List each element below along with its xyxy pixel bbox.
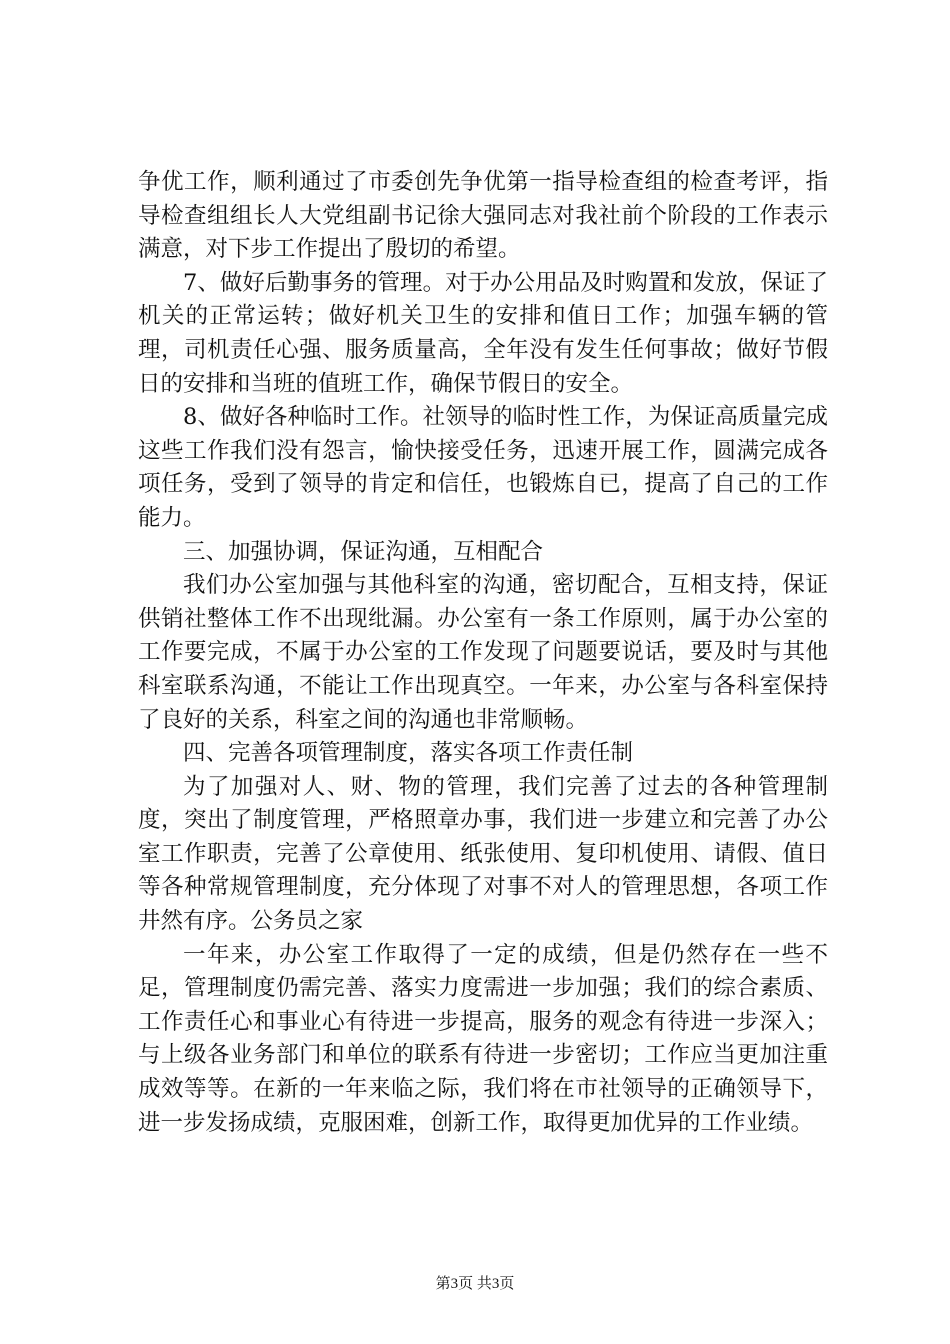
document-body [138,166,828,1140]
paragraph-continuation: 争优工作，顺利通过了市委创先争优第一指导检查组的检查考评，指导检查组组长人大党组副书记徐大强同志对我社前个阶段的工作表示满意，对下步工作提出了殷切的希望。 [138,169,828,263]
paragraph-summary: 一年来，办公室工作取得了一定的成绩，但是仍然存在一些不足，管理制度仍需完善、落实力度需进一步加强；我们的综合素质、工作责任心和事业心有待进一步提高，服务的观念有待进一步深入；与上级各业务部门和单位的联系有待进一步密切；工作应当更加注重成效等等。在新的一年来临之际，我们将在市社领导的正确领导下，进一步发扬成绩，克服困难，创新工作，取得更加优异的工作业绩。 [138,941,828,1136]
paragraph-coordination: 我们办公室加强与其他科室的沟通，密切配合，互相支持，保证供销社整体工作不出现纰漏。办公室有一条工作原则，属于办公室的工作要完成，不属于办公室的工作发现了问题要说话，要及时与其他科室联系沟通，不能让工作出现真空。一年来，办公室与各科室保持了良好的关系，科室之间的沟通也非常顺畅。 [138,572,828,733]
paragraph-management: 为了加强对人、财、物的管理，我们完善了过去的各种管理制度，突出了制度管理，严格照章办事，我们进一步建立和完善了办公室工作职责，完善了公章使用、纸张使用、复印机使用、请假、值日等各种常规管理制度，充分体现了对事不对人的管理思想，各项工作井然有序。公务员之家 [138,773,828,935]
section-heading-3: 三、加强协调，保证沟通，互相配合 [183,538,544,565]
page-footer: 第3页 共3页 [435,1276,515,1292]
section-heading-4: 四、完善各项管理制度，落实各项工作责任制 [183,740,634,767]
paragraph-item-7: 7、做好后勤事务的管理。对于办公用品及时购置和发放，保证了机关的正常运转；做好机关卫生的安排和值日工作；加强车辆的管理，司机责任心强、服务质量高，全年没有发生任何事故；做好节假日的安排和当班的值班工作，确保节假日的安全。 [138,269,828,397]
paragraph-item-8: 8、做好各种临时工作。社领导的临时性工作，为保证高质量完成这些工作我们没有怨言，愉快接受任务，迅速开展工作，圆满完成各项任务，受到了领导的肯定和信任，也锻炼自已，提高了自己的工作能力。 [138,404,828,531]
